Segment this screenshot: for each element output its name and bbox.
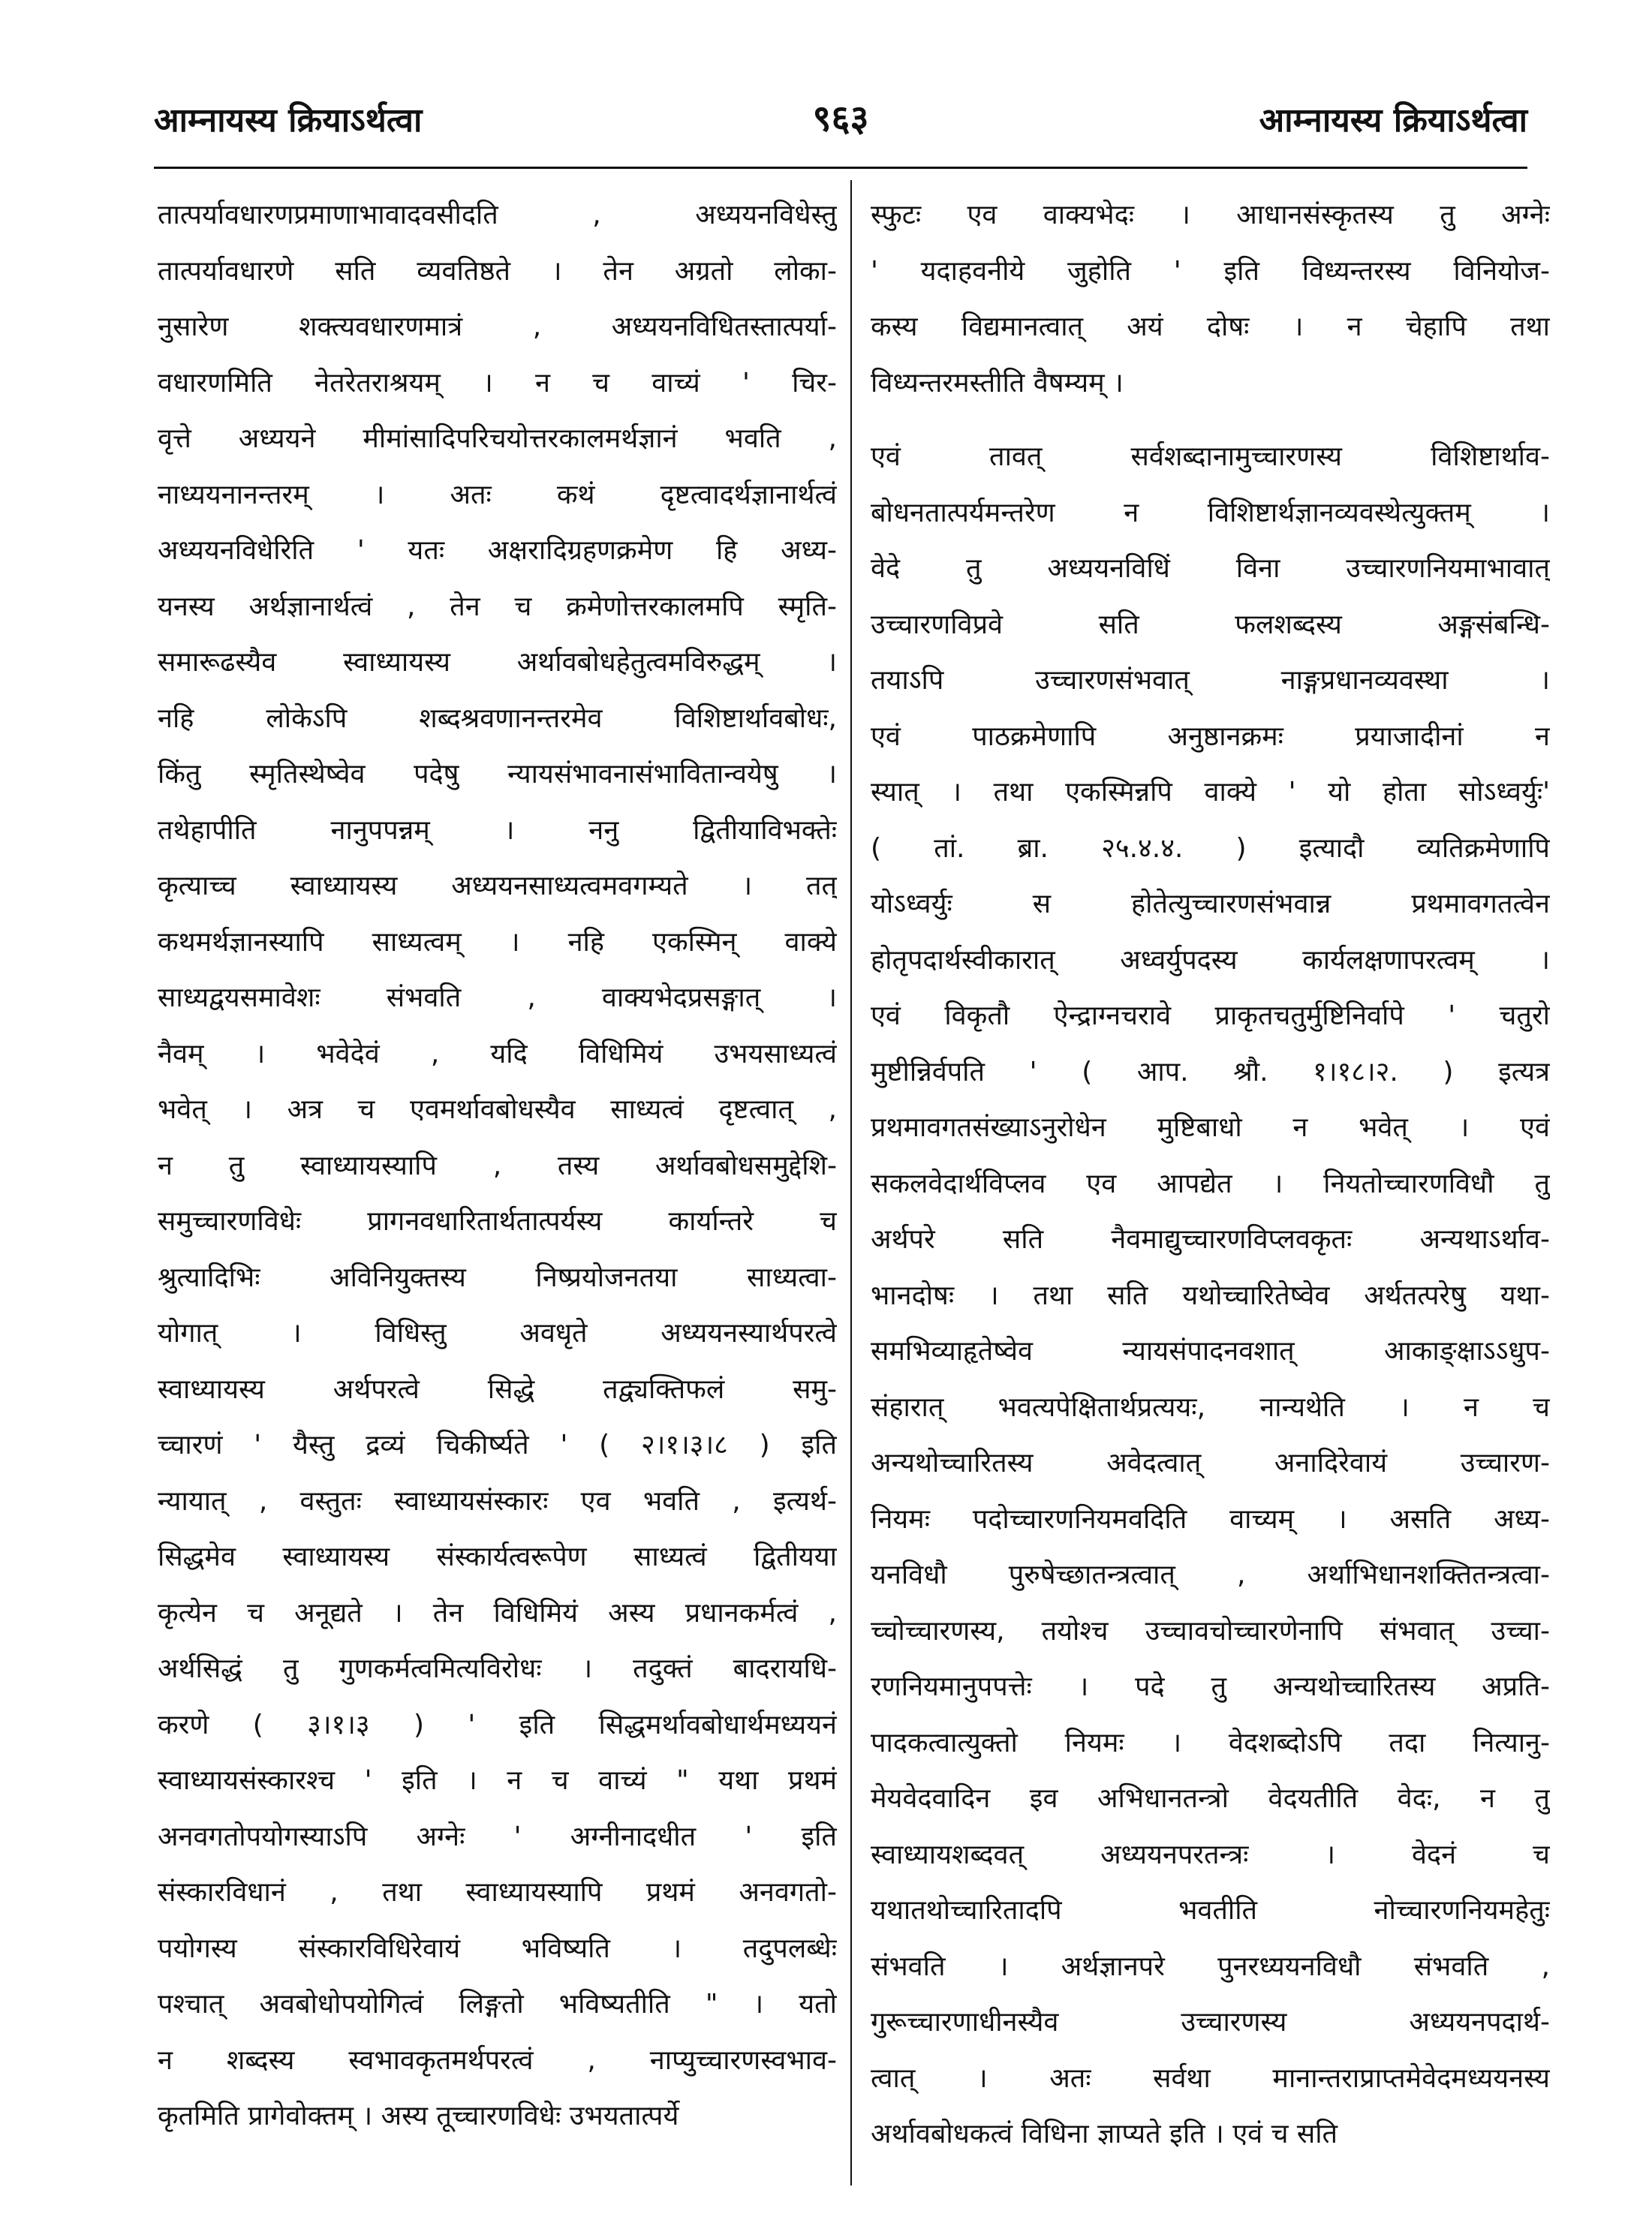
text-line: अर्थावबोधकत्वं विधिना ज्ञाप्यते इति । एवं च सति	[871, 2119, 1338, 2149]
text-line: करणे ( ३।१।३ ) ' इति सिद्धमर्थावबोधार्थमध्ययनं	[158, 1709, 837, 1740]
text-line: एवं तावत् सर्वशब्दानामुच्चारणस्य विशिष्टार्थाव-	[871, 441, 1550, 472]
text-line: समारूढस्यैव स्वाध्यायस्य अर्थावबोधहेतुत्वमविरुद्धम् ।	[158, 647, 837, 678]
text-line: नियमः पदोच्चारणनियमवदिति वाच्यम् । असति अध्य-	[871, 1503, 1550, 1535]
text-line: किंतु स्मृतिस्थेष्वेव पदेषु न्यायसंभावनासंभावितान्वयेषु ।	[158, 759, 837, 790]
text-line: वृत्ते अध्ययने मीमांसादिपरिचयोत्तरकालमर्थज्ञानं भवति ,	[158, 423, 837, 454]
text-line: नहि लोकेऽपि शब्दश्रवणानन्तरमेव विशिष्टार्थावबोधः,	[158, 702, 837, 734]
running-head-right: आम्नायस्य क्रियाऽर्थत्वा	[1259, 101, 1527, 140]
text-line: होतृपदार्थस्वीकारात् अध्वर्युपदस्य कार्यलक्षणापरत्वम् ।	[871, 944, 1550, 976]
text-line: न तु स्वाध्यायस्यापि , तस्य अर्थावबोधसमुद्देशि-	[158, 1150, 837, 1181]
text-line: मुष्टीन्निर्वपति ' ( आप. श्रौ. १।१८।२. ) इत्यत्र	[871, 1056, 1550, 1087]
running-head	[154, 89, 1527, 149]
text-line: अर्थपरे सति नैवमाद्युच्चारणविप्लवकृतः अन्यथाऽर्थाव-	[871, 1224, 1550, 1255]
text-line: न्यायात् , वस्तुतः स्वाध्यायसंस्कारः एव भवति , इत्यर्थ-	[158, 1485, 837, 1517]
text-line: यनस्य अर्थज्ञानार्थत्वं , तेन च क्रमेणोत्तरकालमपि स्मृति-	[158, 591, 837, 622]
text-line: स्वाध्यायस्य अर्थपरत्वे सिद्धे तद्व्यक्तिफलं समु-	[158, 1373, 837, 1405]
text-line: सकलवेदार्थविप्लव एव आपद्येत । नियतोच्चारणविधौ तु	[871, 1168, 1550, 1199]
text-line: अर्थसिद्धं तु गुणकर्मत्वमित्यविरोधः । तदुक्तं बादरायधि-	[158, 1653, 837, 1684]
page-number: ९६३	[812, 98, 869, 140]
text-line: तात्पर्यावधारणप्रमाणाभावादवसीदति , अध्ययनविधेस्तु	[158, 200, 837, 230]
text-line: सिद्धमेव स्वाध्यायस्य संस्कार्यत्वरूपेण साध्यत्वं द्वितीयया	[158, 1542, 837, 1572]
text-line: कथमर्थज्ञानस्यापि साध्यत्वम् । नहि एकस्मिन् वाक्ये	[158, 926, 837, 958]
text-line: प्रथमावगतसंख्याऽनुरोधेन मुष्टिबाधो न भवेत् । एवं	[871, 1112, 1550, 1143]
text-line: ( तां. ब्रा. २५.४.४. ) इत्यादौ व्यतिक्रमेणापि	[871, 832, 1550, 864]
text-line: च्चारणं ' यैस्तु द्रव्यं चिकीर्ष्यते ' ( २।१।३।८ ) इति	[158, 1430, 837, 1460]
text-line: पयोगस्य संस्कारविधिरेवायं भविष्यति । तदुपलब्धेः	[158, 1933, 837, 1964]
text-line: विध्यन्तरमस्तीति वैषम्यम् ।	[871, 367, 1124, 399]
paragraph	[158, 188, 837, 2145]
text-line: नुसारेण शक्त्यवधारणमात्रं , अध्ययनविधितस्तात्पर्या-	[158, 311, 837, 342]
text-line: नैवम् । भवेदेवं , यदि विधिमियं उभयसाध्यत्वं	[158, 1038, 837, 1069]
text-line: कृतमिति प्रागेवोक्तम् । अस्य तूच्चारणविधेः उभयतात्पर्ये	[158, 2101, 679, 2131]
paragraph	[871, 188, 1550, 411]
text-line: एवं विकृतौ ऐन्द्राग्नचरावे प्राकृतचतुर्मुष्टिनिर्वापे ' चतुरो	[871, 1000, 1550, 1031]
text-line: च्चोच्चारणस्य, तयोश्च उच्चावचोच्चारणेनापि संभवात् उच्चा-	[871, 1615, 1550, 1647]
text-line: स्यात् । तथा एकस्मिन्नपि वाक्ये ' यो होता सोऽध्वर्युः'	[871, 777, 1550, 808]
text-line: योऽध्वर्युः स होतेत्युच्चारणसंभवान्न प्रथमावगतत्वेन	[871, 889, 1550, 919]
text-line: श्रुत्यादिभिः अविनियुक्तस्य निष्प्रयोजनतया साध्यत्वा-	[158, 1262, 837, 1293]
text-line: कस्य विद्यमानत्वात् अयं दोषः । न चेहापि तथा	[871, 311, 1550, 342]
column-divider	[850, 180, 852, 2185]
text-line: स्फुटः एव वाक्यभेदः । आधानसंस्कृतस्य तु अग्नेः	[871, 200, 1550, 230]
paragraph	[871, 429, 1550, 2163]
text-line: साध्यद्वयसमावेशः संभवति , वाक्यभेदप्रसङ्गात् ।	[158, 982, 837, 1013]
text-line: उच्चारणविप्रवे सति फलशब्दस्य अङ्गसंबन्धि-	[871, 609, 1550, 640]
text-line: एवं पाठक्रमेणापि अनुष्ठानक्रमः प्रयाजादीनां न	[871, 720, 1550, 752]
text-line: भानदोषः । तथा सति यथोच्चारितेष्वेव अर्थतत्परेषु यथा-	[871, 1280, 1550, 1311]
text-line: संहारात् भवत्यपेक्षितार्थप्रत्ययः, नान्यथेति । न च	[871, 1391, 1550, 1423]
text-line: संभवति । अर्थज्ञानपरे पुनरध्ययनविधौ संभवति ,	[871, 1951, 1550, 1982]
text-line: गुरूच्चारणाधीनस्यैव उच्चारणस्य अध्ययनपदार्थ-	[871, 2007, 1550, 2038]
text-line: रणनियमानुपपत्तेः । पदे तु अन्यथोच्चारितस्य अप्रति-	[871, 1671, 1550, 1702]
text-line: यनविधौ पुरुषेच्छातन्त्रत्वात् , अर्थाभिधानशक्तितन्त्रत्वा-	[871, 1560, 1550, 1590]
text-line: मेयवेदवादिन इव अभिधानतन्त्रो वेदयतीति वेदः, न तु	[871, 1783, 1550, 1814]
left-column	[158, 188, 837, 2145]
text-line: अनवगतोपयोगस्याऽपि अग्नेः ' अग्नीनादधीत ' इति	[158, 1821, 837, 1852]
text-line: अन्यथोच्चारितस्य अवेदत्वात् अनादिरेवायं उच्चारण-	[871, 1448, 1550, 1478]
text-line: वेदे तु अध्ययनविधिं विना उच्चारणनियमाभावात्	[871, 553, 1550, 584]
text-line: न शब्दस्य स्वभावकृतमर्थपरत्वं , नाप्युच्चारणस्वभाव-	[158, 2044, 837, 2076]
text-line: वधारणमिति नेतरेतराश्रयम् । न च वाच्यं ' चिर-	[158, 367, 837, 399]
text-line: स्वाध्यायशब्दवत् अध्ययनपरतन्त्रः । वेदनं च	[871, 1839, 1550, 1870]
text-line: अध्ययनविधेरिति ' यतः अक्षरादिग्रहणक्रमेण हि अध्य-	[158, 535, 837, 566]
text-line: ' यदाहवनीये जुहोति ' इति विध्यन्तरस्य विनियोज-	[871, 255, 1550, 287]
header-rule	[154, 167, 1527, 169]
text-line: तथेहापीति नानुपपन्नम् । ननु द्वितीयाविभक्तेः	[158, 814, 837, 846]
text-line: नाध्ययनानन्तरम् । अतः कथं दृष्टत्वादर्थज्ञानार्थत्वं	[158, 479, 837, 510]
text-line: त्वात् । अतः सर्वथा मानान्तराप्राप्तमेवेदमध्ययनस्य	[871, 2062, 1550, 2094]
text-line: समभिव्याहृतेष्वेव न्यायसंपादनवशात् आकाङ्क्षाऽऽधुप-	[871, 1336, 1550, 1367]
text-line: बोधनतात्पर्यमन्तरेण न विशिष्टार्थज्ञानव्यवस्थेत्युक्तम् ।	[871, 497, 1550, 528]
text-line: भवेत् । अत्र च एवमर्थावबोधस्यैव साध्यत्वं दृष्टत्वात् ,	[158, 1094, 837, 1125]
text-line: कृत्याच्च स्वाध्यायस्य अध्ययनसाध्यत्वमवगम्यते । तत्	[158, 871, 837, 901]
text-line: यथातथोच्चारितादपि भवतीति नोच्चारणनियमहेतुः	[871, 1895, 1550, 1926]
text-line: पादकत्वात्युक्तो नियमः । वेदशब्दोऽपि तदा नित्यानु-	[871, 1727, 1550, 1758]
running-head-left: आम्नायस्य क्रियाऽर्थत्वा	[154, 101, 423, 140]
text-line: तात्पर्यावधारणे सति व्यवतिष्ठते । तेन अग्रतो लोका-	[158, 255, 837, 287]
text-line: समुच्चारणविधेः प्रागनवधारितार्थतात्पर्यस्य कार्यान्तरे च	[158, 1206, 837, 1237]
text-line: तयाऽपि उच्चारणसंभवात् नाङ्गप्रधानव्यवस्था ।	[871, 665, 1550, 696]
text-line: योगात् । विधिस्तु अवधृते अध्ययनस्यार्थपरत्वे	[158, 1318, 837, 1349]
text-line: पश्चात् अवबोधोपयोगित्वं लिङ्गतो भविष्यतीति " । यतो	[158, 1989, 837, 2020]
right-column	[871, 188, 1550, 2163]
text-line: स्वाध्यायसंस्कारश्च ' इति । न च वाच्यं " यथा प्रथमं	[158, 1765, 837, 1796]
text-line: कृत्येन च अनूद्यते । तेन विधिमियं अस्य प्रधानकर्मत्वं ,	[158, 1597, 837, 1629]
text-line: संस्कारविधानं , तथा स्वाध्यायस्यापि प्रथमं अनवगतो-	[158, 1877, 837, 1908]
